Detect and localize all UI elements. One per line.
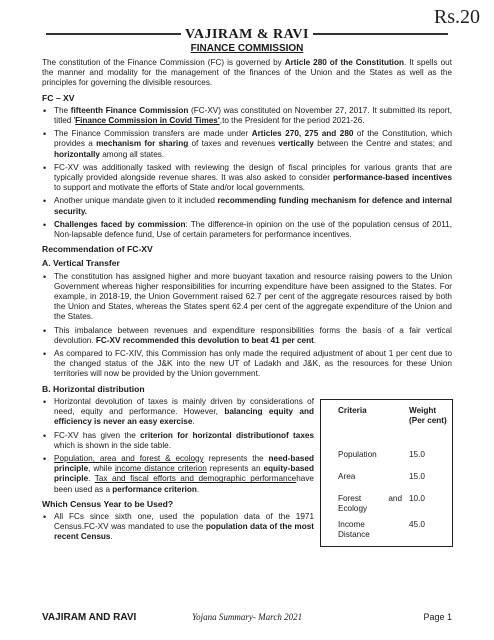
list-item: • This imbalance between revenues and expenditure responsibilities forms the basis of a fair vertical devolution. FC-XV recommended this devolution to beat 41 per cent. xyxy=(42,326,452,346)
table-cell-criteria: Forest and Ecology xyxy=(338,493,402,514)
horizontal-text-column xyxy=(42,397,314,543)
list-item: • Horizontal devolution of taxes is mainly driven by considerations of need, equity and performance. However, balancing equity and efficiency is never an easy exercise. xyxy=(42,397,314,428)
table-cell-weight: 45.0 xyxy=(409,519,425,529)
horizontal-section xyxy=(42,397,452,543)
list-item: • The fifteenth Finance Commission (FC-XV) was constituted on November 27, 2017. It submitted its report, titled 'Finance Commission in Covid Times',to the President for the period 2021-26. xyxy=(42,106,452,126)
weight-header: Weight (Per cent) xyxy=(409,405,447,426)
footer-issue: Yojana Summary- March 2021 xyxy=(192,612,303,622)
list-item: • The Finance Commission transfers are made under Articles 270, 275 and 280 of the Constitution, which provides a mechanism for sharing of taxes and revenues vertically between the Centre and states; and horizontally among all states. xyxy=(42,129,452,160)
table-cell-weight: 15.0 xyxy=(409,471,425,481)
list-item: • Population, area and forest & ecology represents the need-based principle, while income distance criterion represents an equity-based principle. Tax and fiscal efforts and demographic performancehave been used as a performance criterion. xyxy=(42,454,314,495)
census-heading: Which Census Year to be Used? xyxy=(42,498,174,509)
list-item: • The constitution has assigned higher and more buoyant taxation and resource raising powers to the Union Government whereas higher responsibilities for incurring expenditure have been assigned to the States. For example, in 2018-19, the Union Government raised 62.7 per cent of the aggregate resources raised by both the Union and States, whereas the States spent 62.4 per cent of the aggregate expenditure of the Union and the States. xyxy=(42,272,452,323)
table-cell-weight: 15.0 xyxy=(409,449,425,459)
horizontal-bullet-list xyxy=(42,397,314,495)
intro-paragraph: The constitution of the Finance Commission (FC) is governed by Article 280 of the Constitution. It spells out the manner and modality for the management of the finances of the Union and the States as well as the principles for governing the divisible resources. xyxy=(42,58,453,88)
vertical-bullet-list xyxy=(42,272,452,380)
census-bullet-list xyxy=(42,512,314,543)
fc-bullet-list xyxy=(42,106,452,240)
list-item: • Another unique mandate given to it included recommending funding mechanism for defence and internal security. xyxy=(42,196,452,216)
table-cell-criteria: Area xyxy=(338,471,356,481)
footer-brand: VAJIRAM AND RAVI xyxy=(42,612,137,623)
list-item: • FC-XV has given the criterion for horizontal distributionof taxes which is shown in the side table. xyxy=(42,431,314,451)
table-cell-criteria: Population xyxy=(338,449,377,459)
table-cell-criteria: Income Distance xyxy=(338,519,370,540)
list-item: • As compared to FC-XIV, this Commission has only made the required adjustment of about 1 per cent due to the changed status of the J&K into the new UT of Ladakh and J&K, as the resources for these Union territories will now be provided by the Union government. xyxy=(42,349,452,380)
criteria-weight-table xyxy=(320,399,453,547)
brand-title xyxy=(0,27,494,43)
list-item: • FC-XV was additionally tasked with reviewing the design of fiscal principles for various grants that are typically provided alongside revenue shares. It was also asked to consider performance-based incentives to support and motivate the efforts of State and/or local governments. xyxy=(42,163,452,194)
fc-heading: FC – XV xyxy=(42,92,75,103)
table-cell-weight: 10.0 xyxy=(409,493,425,503)
document-body xyxy=(42,58,452,546)
vertical-transfer-heading: A. Vertical Transfer xyxy=(42,258,120,269)
list-item: • All FCs since sixth one, used the population data of the 1971 Census.FC-XV was mandated to use the population data of the most recent Census. xyxy=(42,512,314,543)
recommendation-heading: Recommendation of FC-XV xyxy=(42,244,153,255)
brand-text: VAJIRAM & RAVI xyxy=(181,27,313,42)
document-title: FINANCE COMMISSION xyxy=(190,43,304,54)
criteria-header: Criteria xyxy=(338,405,367,415)
list-item: • Challenges faced by commission: The difference-in opinion on the use of the population census of 2011, Non-lapsable defence fund, Use of certain parameters for performance incentives. xyxy=(42,220,452,240)
price-label: Rs.20 xyxy=(433,6,480,28)
horizontal-distribution-heading: B. Horizontal distribution xyxy=(42,383,145,394)
page-number: Page 1 xyxy=(423,612,452,622)
